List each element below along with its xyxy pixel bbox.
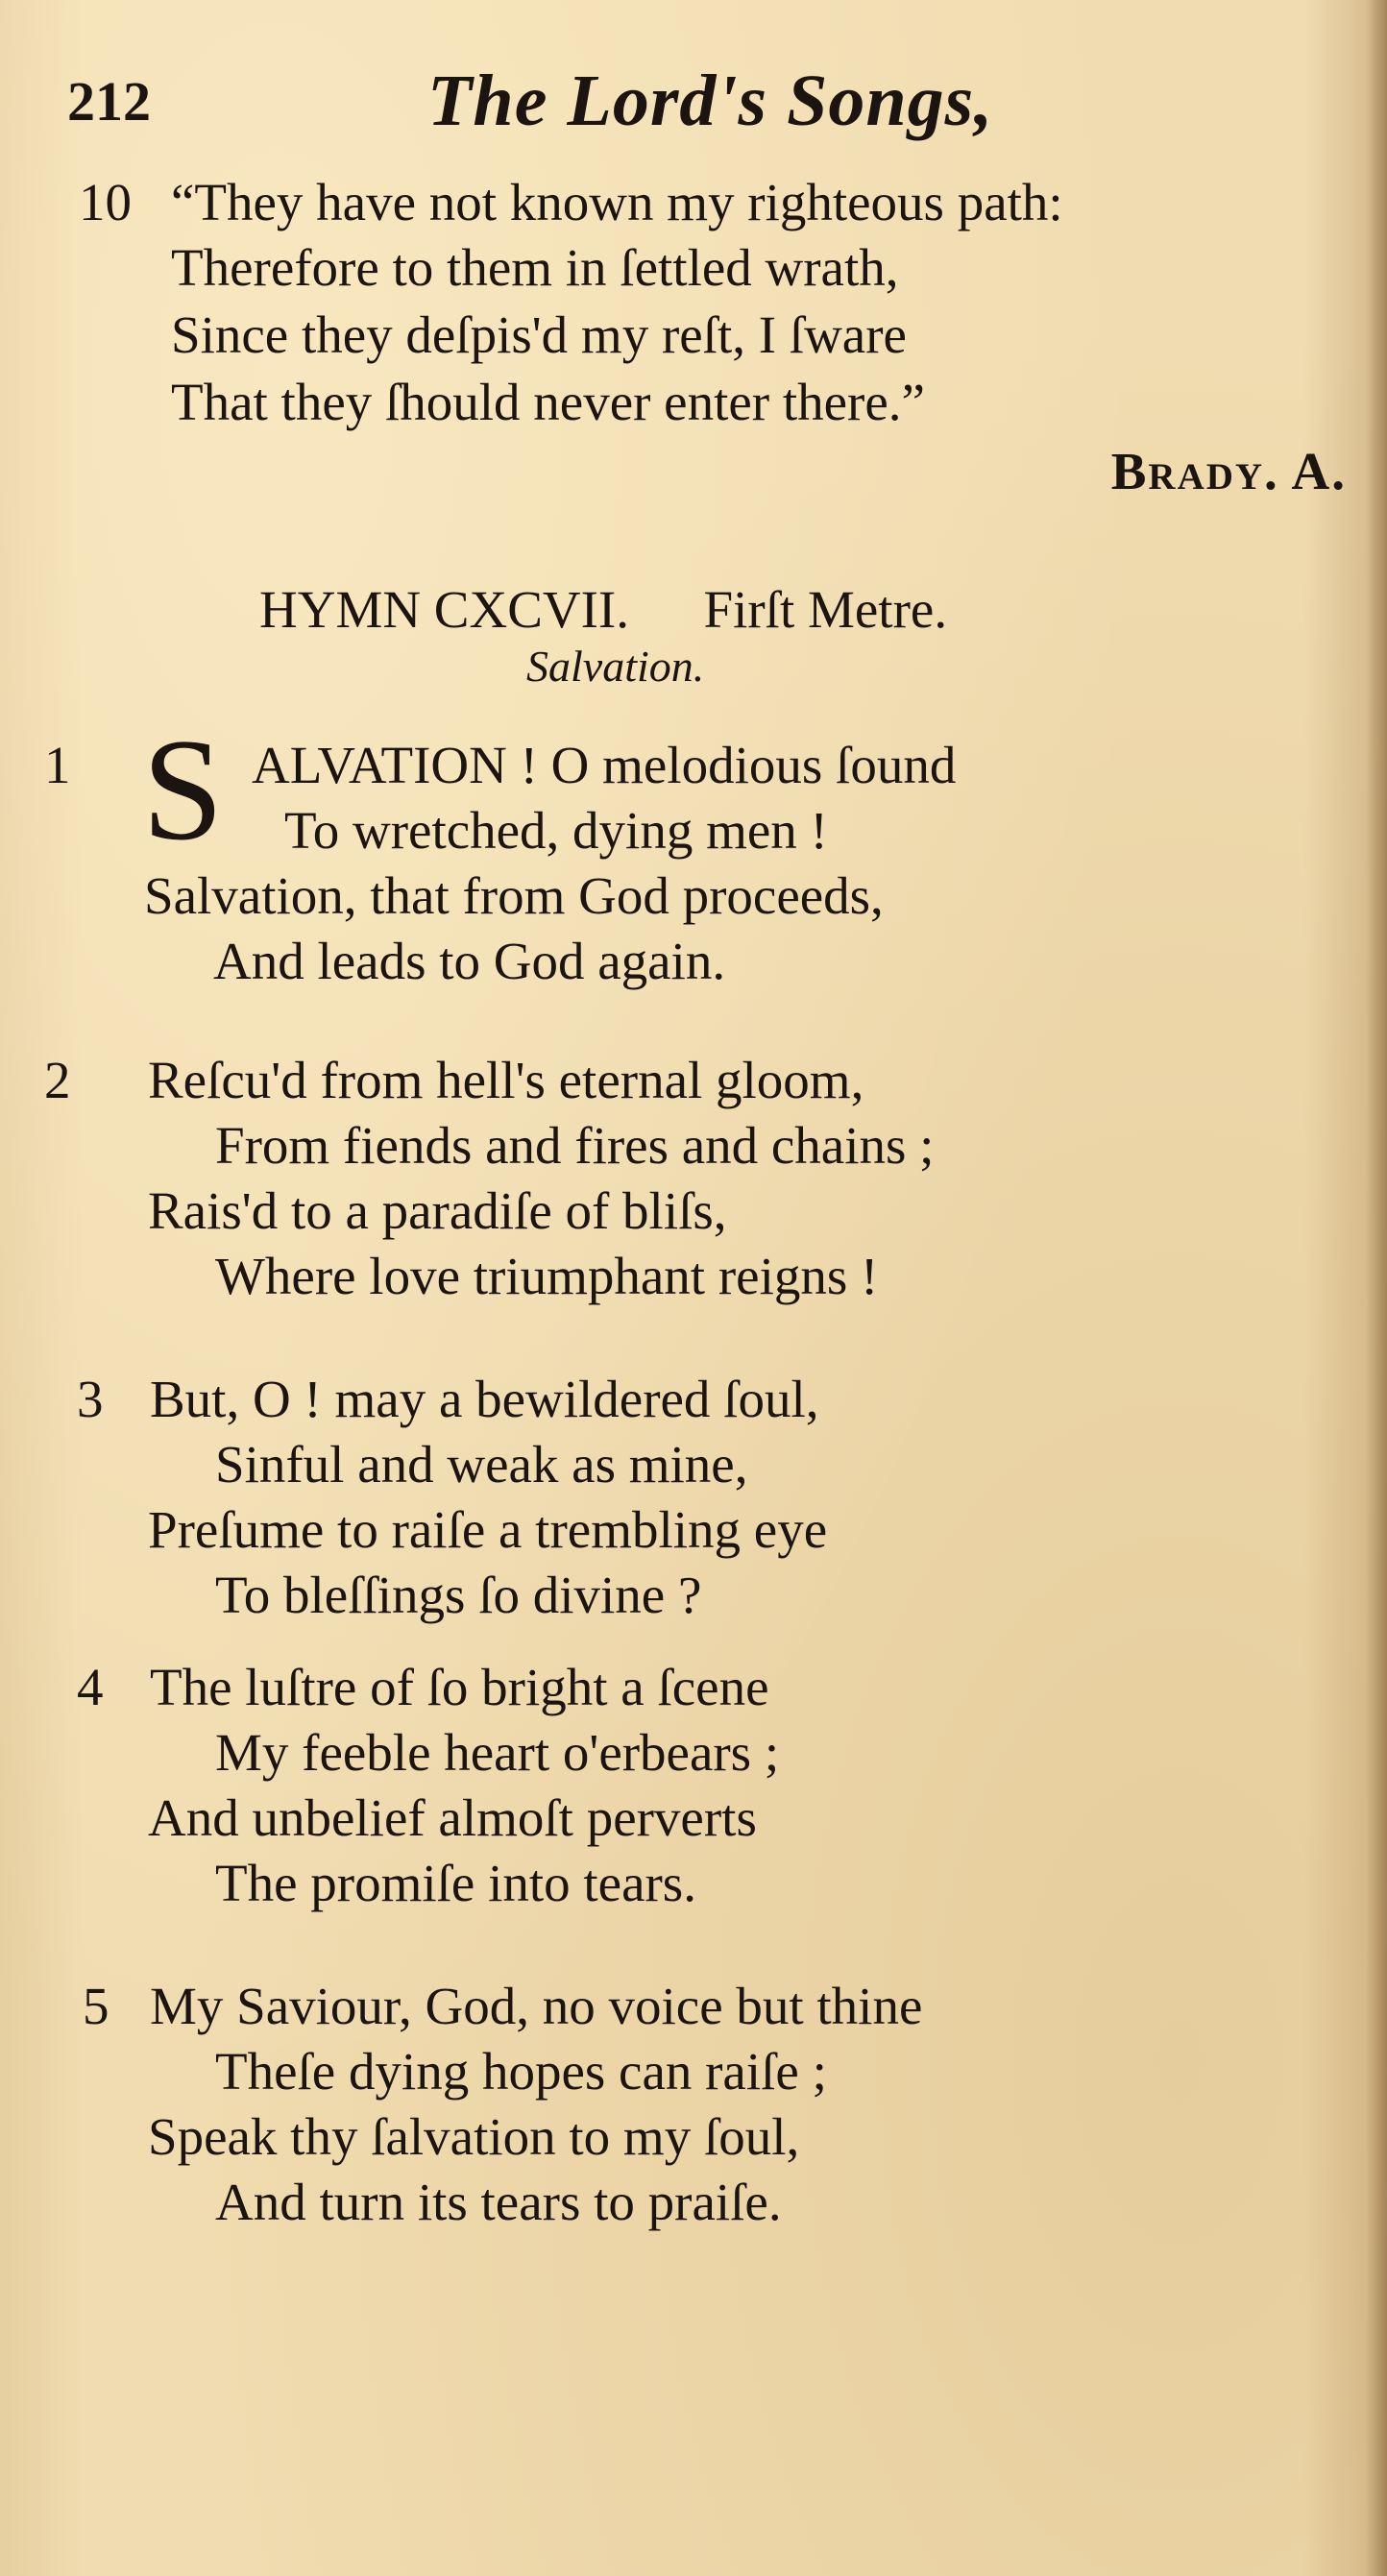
stanza-line: And turn its tears to praiſe. <box>215 2173 782 2231</box>
stanza-line: Theſe dying hopes can raiſe ; <box>215 2042 827 2101</box>
page-number: 212 <box>67 70 151 133</box>
stanza-number: 5 <box>83 1977 110 2035</box>
stanza-line: The luſtre of ſo bright a ſcene <box>150 1658 769 1716</box>
stanza-number: 3 <box>77 1370 104 1428</box>
stanza-line: The promiſe into tears. <box>215 1854 696 1912</box>
stanza-number: 4 <box>77 1658 104 1716</box>
stanza-number: 2 <box>44 1051 71 1109</box>
stanza-line: My feeble heart o'erbears ; <box>215 1723 780 1782</box>
hymn-heading <box>259 580 947 640</box>
verse-line: Therefore to them in ſettled wrath, <box>171 238 899 297</box>
stanza-line: Salvation, that from God proceeds, <box>144 866 884 925</box>
stanza-line: But, O ! may a bewildered ſoul, <box>150 1370 819 1428</box>
stanza-line: My Saviour, God, no voice but thine <box>150 1977 923 2035</box>
verse-line: “They have not known my righteous path: <box>171 173 1063 231</box>
stanza-line: And leads to God again. <box>213 932 726 990</box>
verse-line: That they ſhould never enter there.” <box>171 373 925 431</box>
stanza-line: Where love triumphant reigns ! <box>215 1247 879 1305</box>
author-attribution: Brady. A. <box>1110 442 1347 500</box>
page-edge-shadow <box>1366 0 1387 2576</box>
stanza-line: From fiends and fires and chains ; <box>215 1116 935 1175</box>
drop-cap: S <box>142 709 224 870</box>
stanza-line: To wretched, dying men ! <box>284 801 828 860</box>
stanza-line: Rais'd to a paradiſe of bliſs, <box>148 1181 727 1240</box>
stanza-line: Sinful and weak as mine, <box>215 1435 748 1494</box>
running-title: The Lord's Songs, <box>427 61 994 141</box>
hymn-subtitle: Salvation. <box>526 642 705 691</box>
hymn-number: HYMN CXCVII. <box>259 580 629 639</box>
stanza-line: To bleſſings ſo divine ? <box>215 1566 702 1624</box>
stanza-line: ALVATION ! O melodious ſound <box>252 736 957 794</box>
stanza-number: 1 <box>44 736 71 794</box>
verse-line: Since they deſpis'd my reſt, I ſware <box>171 305 907 364</box>
stanza-line: And unbelief almoſt perverts <box>148 1788 757 1847</box>
running-header <box>67 60 1316 146</box>
stanza-line: Reſcu'd from hell's eternal gloom, <box>148 1051 864 1109</box>
stanza-line: Speak thy ſalvation to my ſoul, <box>148 2107 800 2166</box>
stanza-line: Preſume to raiſe a trembling eye <box>148 1500 828 1559</box>
verse-number: 10 <box>79 173 132 231</box>
hymn-metre: Firſt Metre. <box>703 580 948 639</box>
